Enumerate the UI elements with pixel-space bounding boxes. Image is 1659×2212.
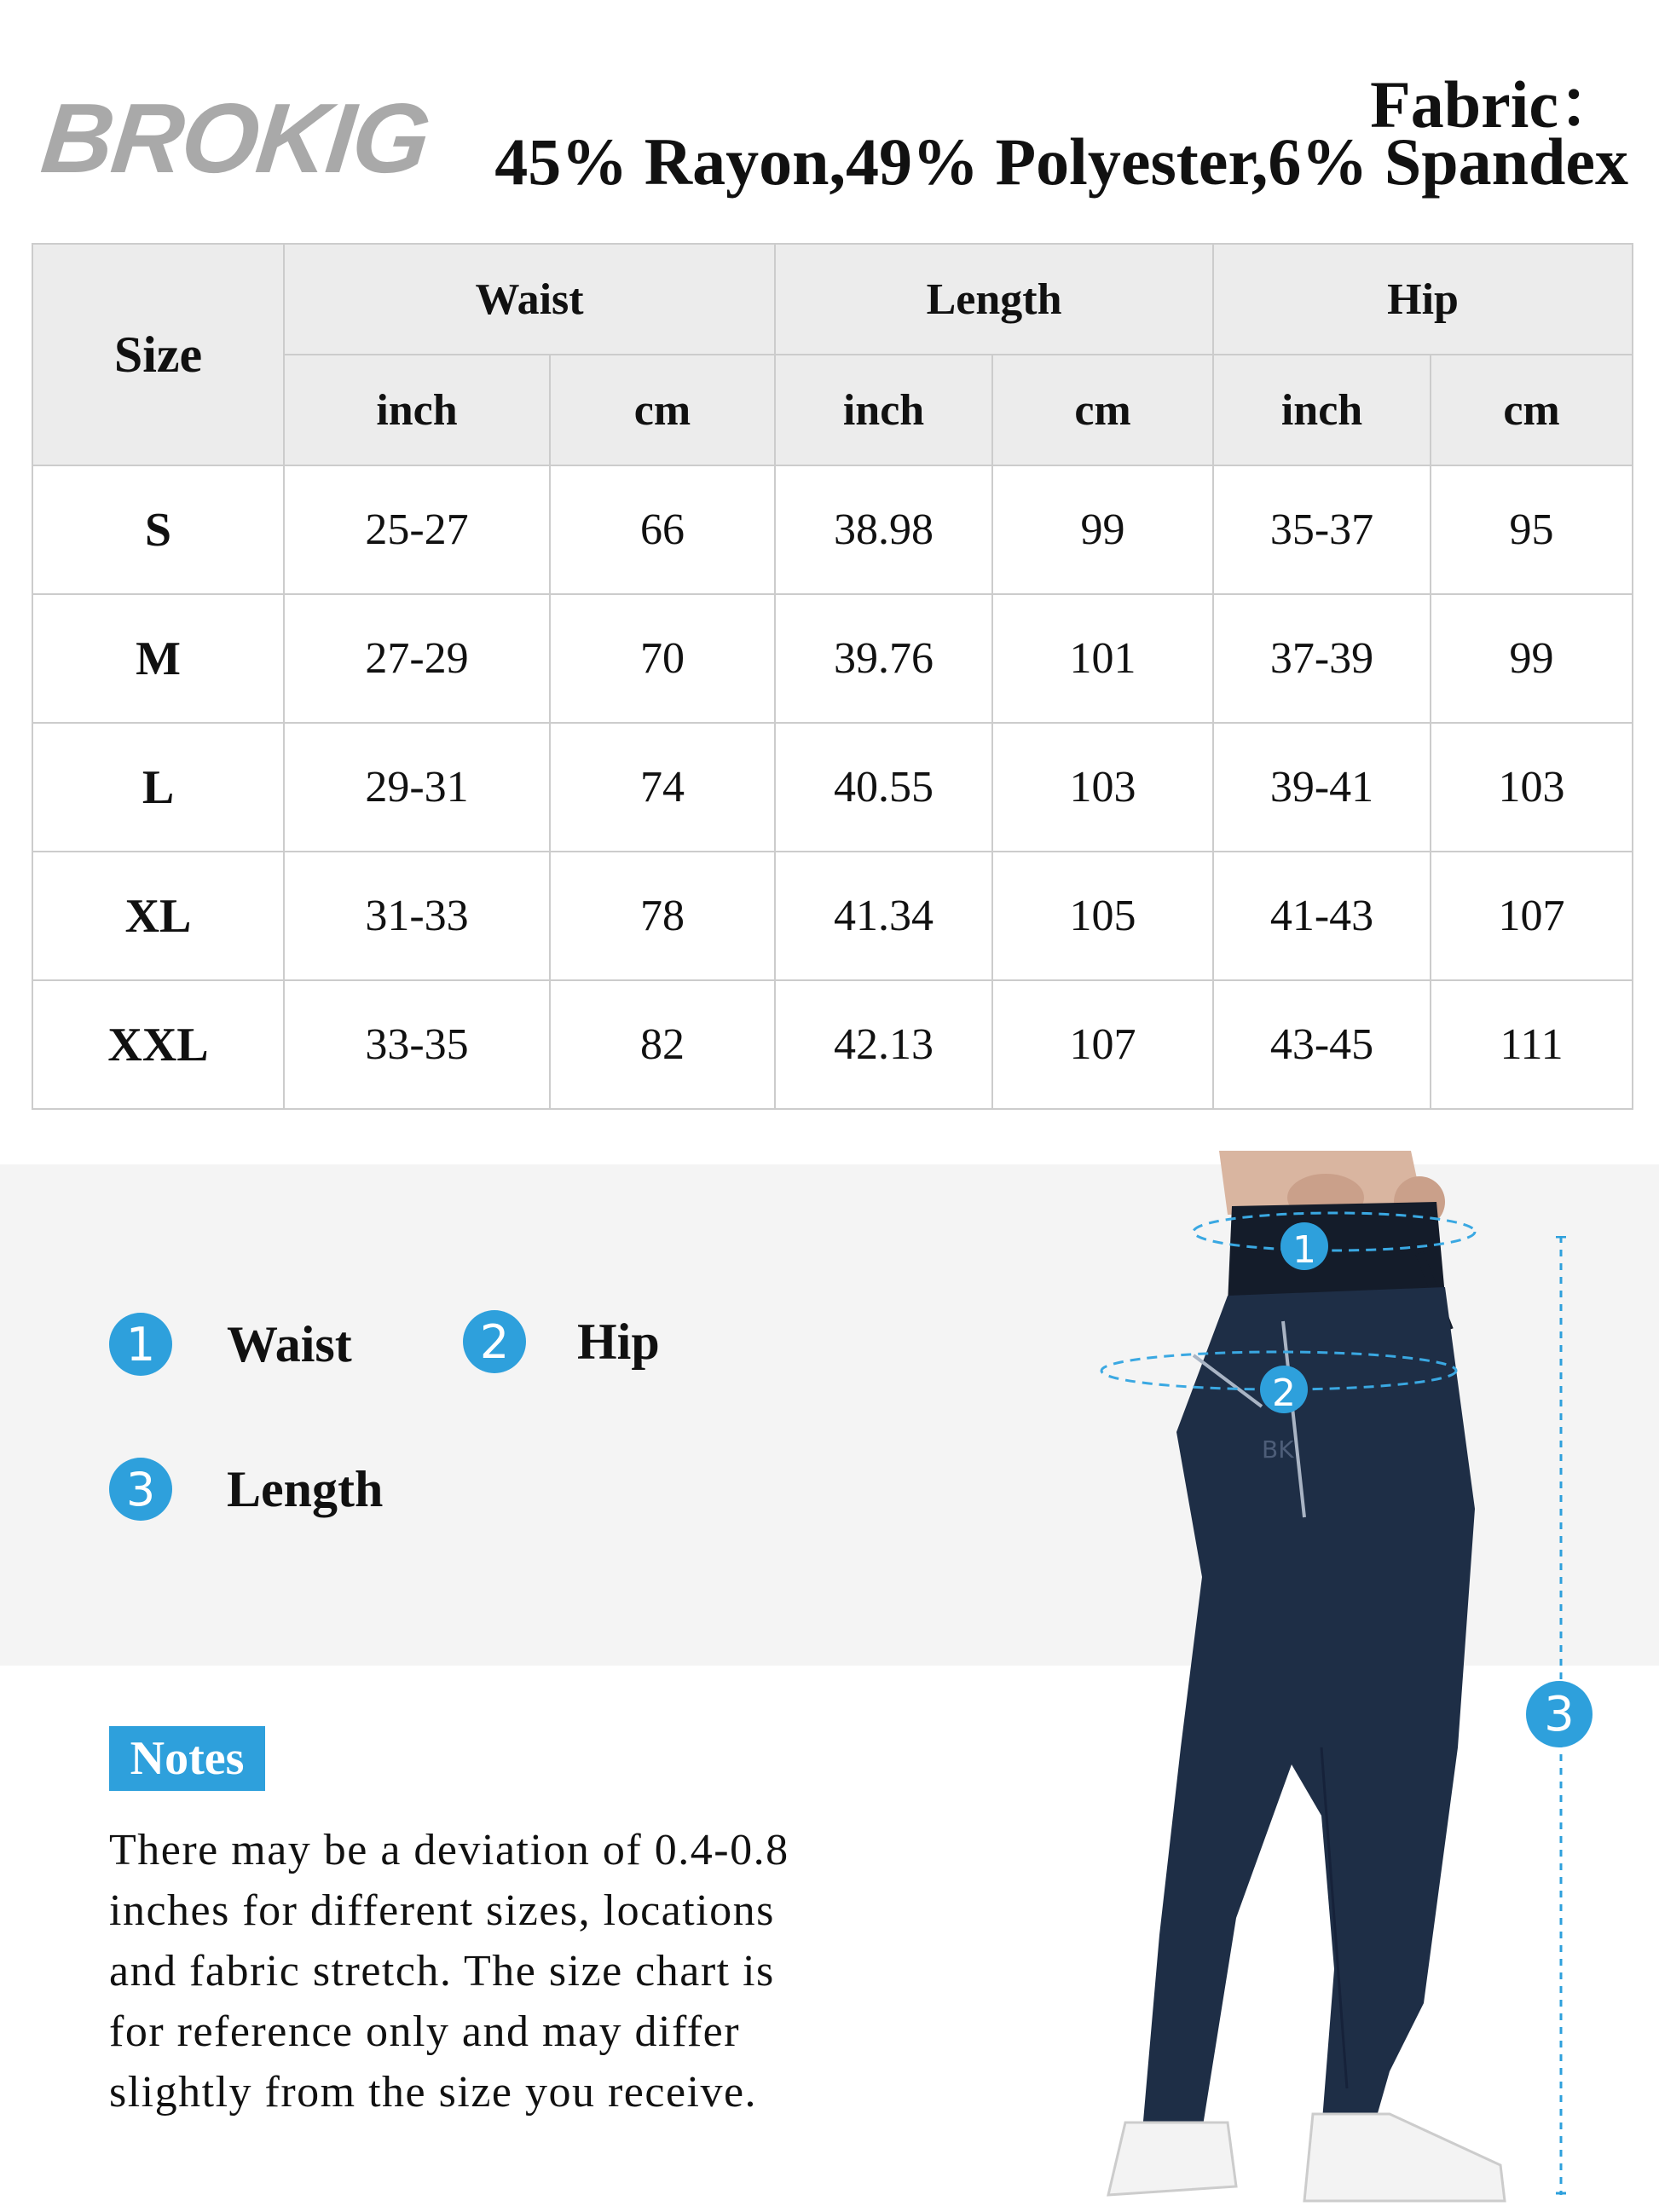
- unit-header: inch: [284, 355, 550, 465]
- table-cell: 111: [1431, 980, 1633, 1109]
- table-cell: 99: [1431, 594, 1633, 723]
- table-cell: 39.76: [775, 594, 992, 723]
- legend-label: Waist: [227, 1315, 352, 1372]
- notes-tag: Notes: [109, 1726, 265, 1791]
- notes-line: There may be a deviation of 0.4-0.8: [109, 1826, 789, 1874]
- table-cell: 35-37: [1213, 465, 1431, 594]
- table-cell: 43-45: [1213, 980, 1431, 1109]
- table-cell: 41-43: [1213, 852, 1431, 980]
- table-cell: 78: [550, 852, 775, 980]
- table-cell: 103: [992, 723, 1213, 852]
- number-2-icon: 2: [463, 1310, 526, 1373]
- fabric-title: Fabric：: [1370, 67, 1625, 141]
- number-3-icon: 3: [109, 1458, 172, 1521]
- legend-item-hip: [463, 1310, 660, 1373]
- legend-item-length: [109, 1458, 383, 1521]
- figure-marker-3: [1526, 1681, 1593, 1747]
- table-cell: 37-39: [1213, 594, 1431, 723]
- unit-header: inch: [1213, 355, 1431, 465]
- table-row: [32, 980, 1633, 1109]
- unit-header: inch: [775, 355, 992, 465]
- legend-item-waist: [109, 1313, 352, 1376]
- figure-marker-1: 1: [1292, 1228, 1316, 1272]
- table-cell: 31-33: [284, 852, 550, 980]
- size-cell: M: [32, 594, 284, 723]
- table-cell: 82: [550, 980, 775, 1109]
- figure-marker-2: 2: [1272, 1372, 1296, 1415]
- table-cell: 27-29: [284, 594, 550, 723]
- size-chart-table: [32, 243, 1633, 1110]
- notes-line: and fabric stretch. The size chart is: [109, 1947, 775, 1995]
- table-cell: 107: [1431, 852, 1633, 980]
- table-cell: 103: [1431, 723, 1633, 852]
- table-cell: 74: [550, 723, 775, 852]
- fabric-composition: 45% Rayon,49% Polyester,6% Spandex: [494, 124, 1628, 199]
- notes-line: for reference only and may differ: [109, 2007, 741, 2056]
- table-row: [32, 852, 1633, 980]
- table-cell: 40.55: [775, 723, 992, 852]
- waist-group-header: Waist: [284, 244, 775, 355]
- table-row: [32, 723, 1633, 852]
- table-cell: 95: [1431, 465, 1633, 594]
- legend-label: Length: [227, 1460, 384, 1517]
- unit-header: cm: [1431, 355, 1633, 465]
- pants-model-illustration: [946, 1151, 1560, 2212]
- table-cell: 38.98: [775, 465, 992, 594]
- table-cell: 107: [992, 980, 1213, 1109]
- size-column-header: Size: [32, 244, 284, 465]
- table-cell: 33-35: [284, 980, 550, 1109]
- table-cell: 39-41: [1213, 723, 1431, 852]
- table-row: [32, 594, 1633, 723]
- table-cell: 42.13: [775, 980, 992, 1109]
- table-cell: 70: [550, 594, 775, 723]
- number-3-icon: 3: [1526, 1681, 1593, 1747]
- unit-header: cm: [550, 355, 775, 465]
- table-cell: 99: [992, 465, 1213, 594]
- table-cell: 29-31: [284, 723, 550, 852]
- svg-text:BK: BK: [1262, 1435, 1294, 1464]
- table-cell: 105: [992, 852, 1213, 980]
- size-cell: XXL: [32, 980, 284, 1109]
- notes-line: inches for different sizes, locations: [109, 1886, 775, 1935]
- number-1-icon: 1: [109, 1313, 172, 1376]
- hip-group-header: Hip: [1213, 244, 1633, 355]
- table-row: [32, 465, 1633, 594]
- table-cell: 41.34: [775, 852, 992, 980]
- notes-line: slightly from the size you receive.: [109, 2068, 758, 2117]
- unit-header: cm: [992, 355, 1213, 465]
- legend-label: Hip: [577, 1313, 660, 1370]
- size-cell: XL: [32, 852, 284, 980]
- size-cell: L: [32, 723, 284, 852]
- length-group-header: Length: [775, 244, 1213, 355]
- size-cell: S: [32, 465, 284, 594]
- table-cell: 101: [992, 594, 1213, 723]
- notes-text: [109, 1820, 910, 2122]
- brand-logo: BROKIG: [37, 83, 434, 193]
- table-cell: 66: [550, 465, 775, 594]
- table-cell: 25-27: [284, 465, 550, 594]
